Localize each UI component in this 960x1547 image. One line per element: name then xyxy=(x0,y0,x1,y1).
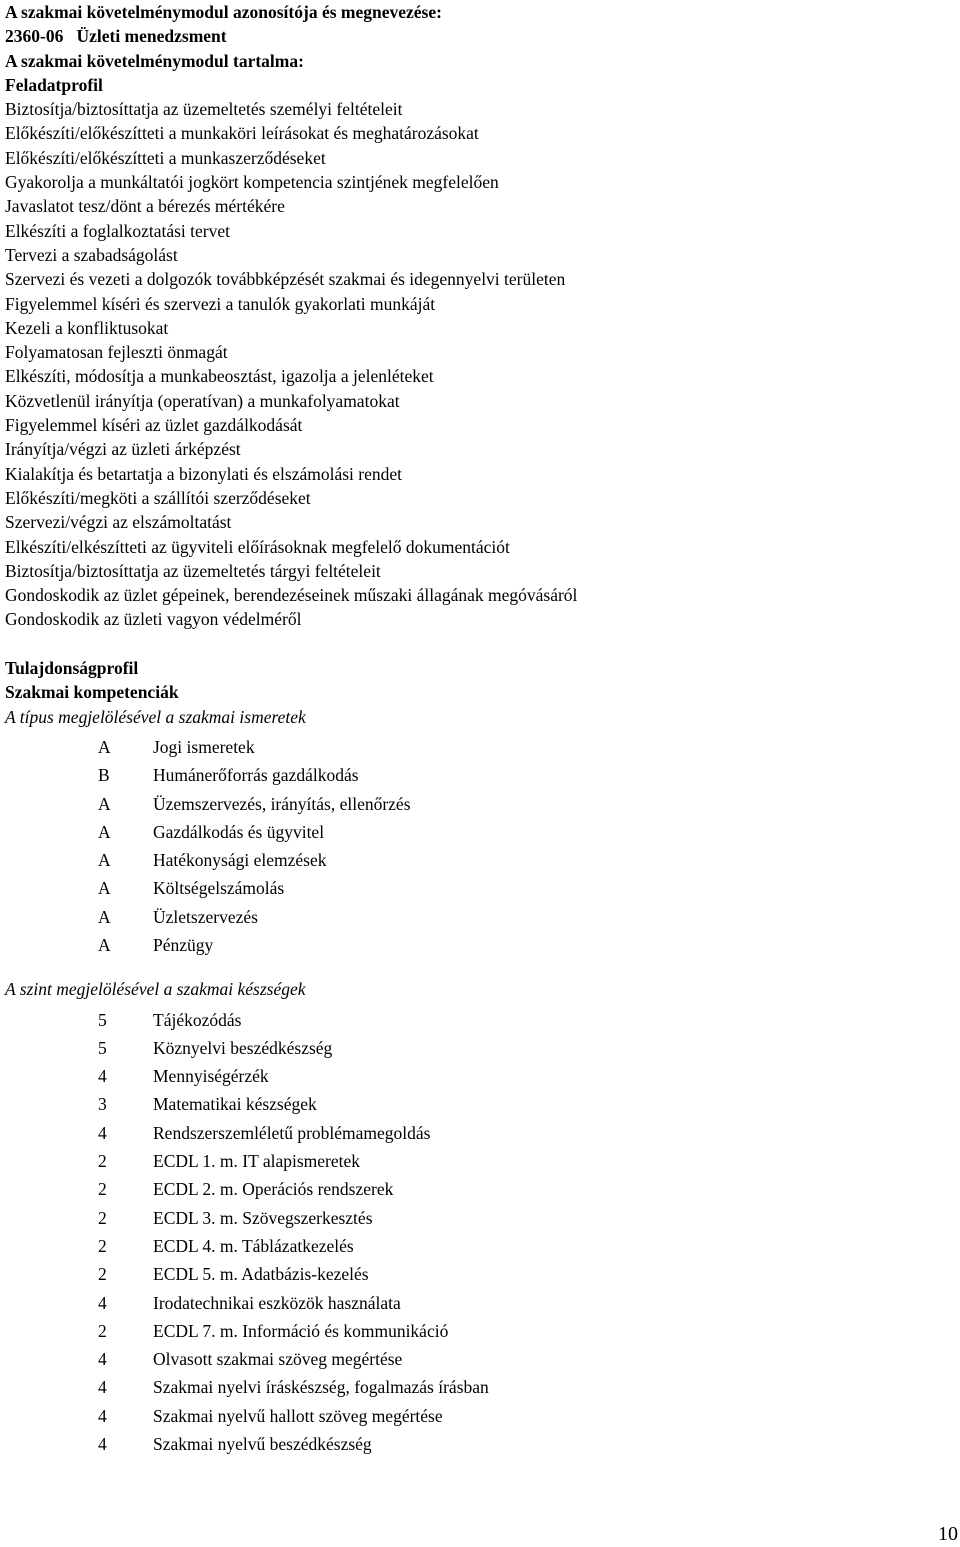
knowledge-label: Hatékonysági elemzések xyxy=(153,850,327,871)
knowledge-type: A xyxy=(98,878,111,899)
knowledge-type: A xyxy=(98,934,111,955)
task-item: Előkészíti/előkészítteti a munkaköri leírásokat és meghatározásokat xyxy=(5,123,479,144)
task-item: Folyamatosan fejleszti önmagát xyxy=(5,342,228,363)
skill-level: 4 xyxy=(98,1405,107,1426)
skill-label: Szakmai nyelvű beszédkészség xyxy=(153,1434,372,1455)
skill-item xyxy=(5,1006,955,1034)
skill-item xyxy=(5,1373,955,1401)
knowledge-label: Gazdálkodás és ügyvitel xyxy=(153,821,325,842)
skill-label: Rendszerszemléletű problémamegoldás xyxy=(153,1122,431,1143)
skill-label: Szakmai nyelvi íráskészség, fogalmazás írásban xyxy=(153,1377,489,1398)
skill-item xyxy=(5,1232,955,1260)
skill-level: 3 xyxy=(98,1094,107,1115)
skill-level: 5 xyxy=(98,1037,107,1058)
knowledge-list xyxy=(5,733,955,959)
skill-item xyxy=(5,1147,955,1175)
task-item: Irányítja/végzi az üzleti árképzést xyxy=(5,439,241,460)
knowledge-type: A xyxy=(98,736,111,757)
skill-label: Mennyiségérzék xyxy=(153,1066,269,1087)
module-id-title: A szakmai követelménymodul azonosítója és megnevezése: xyxy=(5,2,442,22)
skill-level: 4 xyxy=(98,1292,107,1313)
skill-level: 2 xyxy=(98,1235,107,1256)
property-profile-title: Tulajdonságprofil xyxy=(5,658,139,679)
knowledge-item xyxy=(5,874,955,902)
skills-intro: A szint megjelölésével a szakmai készségek xyxy=(5,979,306,1000)
knowledge-type: A xyxy=(98,906,111,927)
skill-level: 2 xyxy=(98,1179,107,1200)
task-item: Figyelemmel kíséri és szervezi a tanulók gyakorlati munkáját xyxy=(5,293,436,314)
knowledge-type: A xyxy=(98,850,111,871)
knowledge-type: A xyxy=(98,821,111,842)
knowledge-intro: A típus megjelölésével a szakmai ismeretek xyxy=(5,706,306,727)
module-code-name: 2360-06 Üzleti menedzsment xyxy=(5,26,227,47)
document-page xyxy=(5,0,955,1458)
skill-label: ECDL 1. m. IT alapismeretek xyxy=(153,1151,361,1172)
task-item: Javaslatot tesz/dönt a bérezés mértékére xyxy=(5,196,285,217)
knowledge-label: Üzemszervezés, irányítás, ellenőrzés xyxy=(153,793,411,814)
module-content-title: A szakmai követelménymodul tartalma: xyxy=(5,50,304,71)
task-item: Előkészíti/megköti a szállítói szerződéseket xyxy=(5,487,311,508)
task-item: Kialakítja és betartatja a bizonylati és elszámolási rendet xyxy=(5,463,402,484)
task-item: Elkészíti/elkészítteti az ügyviteli előírásoknak megfelelő dokumentációt xyxy=(5,536,510,557)
task-item: Szervezi és vezeti a dolgozók továbbképzését szakmai és idegennyelvi területen xyxy=(5,269,566,290)
skill-label: Tájékozódás xyxy=(153,1009,242,1030)
skill-level: 4 xyxy=(98,1434,107,1455)
skill-label: Irodatechnikai eszközök használata xyxy=(153,1292,401,1313)
knowledge-label: Üzletszervezés xyxy=(153,906,258,927)
skill-item xyxy=(5,1175,955,1203)
skill-item xyxy=(5,1402,955,1430)
page-number: 10 xyxy=(938,1523,958,1545)
knowledge-item xyxy=(5,761,955,789)
task-item: Biztosítja/biztosíttatja az üzemeltetés személyi feltételeit xyxy=(5,99,403,120)
knowledge-type: A xyxy=(98,793,111,814)
knowledge-item xyxy=(5,790,955,818)
skill-item xyxy=(5,1090,955,1118)
spacer xyxy=(5,959,955,977)
skill-level: 5 xyxy=(98,1009,107,1030)
spacer xyxy=(5,632,955,656)
skill-label: Köznyelvi beszédkészség xyxy=(153,1037,333,1058)
skill-label: Matematikai készségek xyxy=(153,1094,317,1115)
skill-label: Olvasott szakmai szöveg megértése xyxy=(153,1349,403,1370)
knowledge-label: Költségelszámolás xyxy=(153,878,285,899)
skill-level: 4 xyxy=(98,1122,107,1143)
skill-item xyxy=(5,1345,955,1373)
skill-label: ECDL 3. m. Szövegszerkesztés xyxy=(153,1207,373,1228)
task-item: Elkészíti, módosítja a munkabeosztást, igazolja a jelenléteket xyxy=(5,366,434,387)
competencies-title: Szakmai kompetenciák xyxy=(5,682,179,703)
knowledge-item xyxy=(5,931,955,959)
task-item: Közvetlenül irányítja (operatívan) a munkafolyamatokat xyxy=(5,390,400,411)
knowledge-type: B xyxy=(98,765,110,786)
knowledge-label: Pénzügy xyxy=(153,934,214,955)
skill-item xyxy=(5,1062,955,1090)
task-item: Elkészíti a foglalkoztatási tervet xyxy=(5,220,230,241)
skill-item xyxy=(5,1289,955,1317)
task-item: Figyelemmel kíséri az üzlet gazdálkodását xyxy=(5,415,303,436)
skill-level: 2 xyxy=(98,1151,107,1172)
task-item: Szervezi/végzi az elszámoltatást xyxy=(5,512,232,533)
skill-label: ECDL 7. m. Információ és kommunikáció xyxy=(153,1320,449,1341)
skill-item xyxy=(5,1119,955,1147)
knowledge-label: Humánerőforrás gazdálkodás xyxy=(153,765,359,786)
skill-level: 2 xyxy=(98,1320,107,1341)
skill-label: Szakmai nyelvű hallott szöveg megértése xyxy=(153,1405,443,1426)
knowledge-item xyxy=(5,903,955,931)
task-item: Biztosítja/biztosíttatja az üzemeltetés tárgyi feltételeit xyxy=(5,560,381,581)
knowledge-item xyxy=(5,846,955,874)
skill-level: 4 xyxy=(98,1349,107,1370)
skill-label: ECDL 5. m. Adatbázis-kezelés xyxy=(153,1264,369,1285)
skill-item xyxy=(5,1204,955,1232)
skill-item xyxy=(5,1034,955,1062)
task-profile-title: Feladatprofil xyxy=(5,74,103,95)
task-item: Gondoskodik az üzleti vagyon védelméről xyxy=(5,609,302,630)
task-item: Kezeli a konfliktusokat xyxy=(5,317,169,338)
skill-item xyxy=(5,1317,955,1345)
skill-label: ECDL 2. m. Operációs rendszerek xyxy=(153,1179,394,1200)
knowledge-item xyxy=(5,733,955,761)
skill-level: 4 xyxy=(98,1066,107,1087)
skill-level: 2 xyxy=(98,1207,107,1228)
skills-list xyxy=(5,1006,955,1459)
task-item: Előkészíti/előkészítteti a munkaszerződéseket xyxy=(5,147,326,168)
skill-item xyxy=(5,1260,955,1288)
knowledge-label: Jogi ismeretek xyxy=(153,736,255,757)
skill-item xyxy=(5,1430,955,1458)
knowledge-item xyxy=(5,818,955,846)
task-item: Tervezi a szabadságolást xyxy=(5,244,178,265)
task-item: Gondoskodik az üzlet gépeinek, berendezéseinek műszaki állagának megóvásáról xyxy=(5,585,578,606)
skill-level: 2 xyxy=(98,1264,107,1285)
skill-label: ECDL 4. m. Táblázatkezelés xyxy=(153,1235,354,1256)
task-list xyxy=(5,97,955,632)
skill-level: 4 xyxy=(98,1377,107,1398)
task-item: Gyakorolja a munkáltatói jogkört kompetencia szintjének megfelelően xyxy=(5,172,499,193)
